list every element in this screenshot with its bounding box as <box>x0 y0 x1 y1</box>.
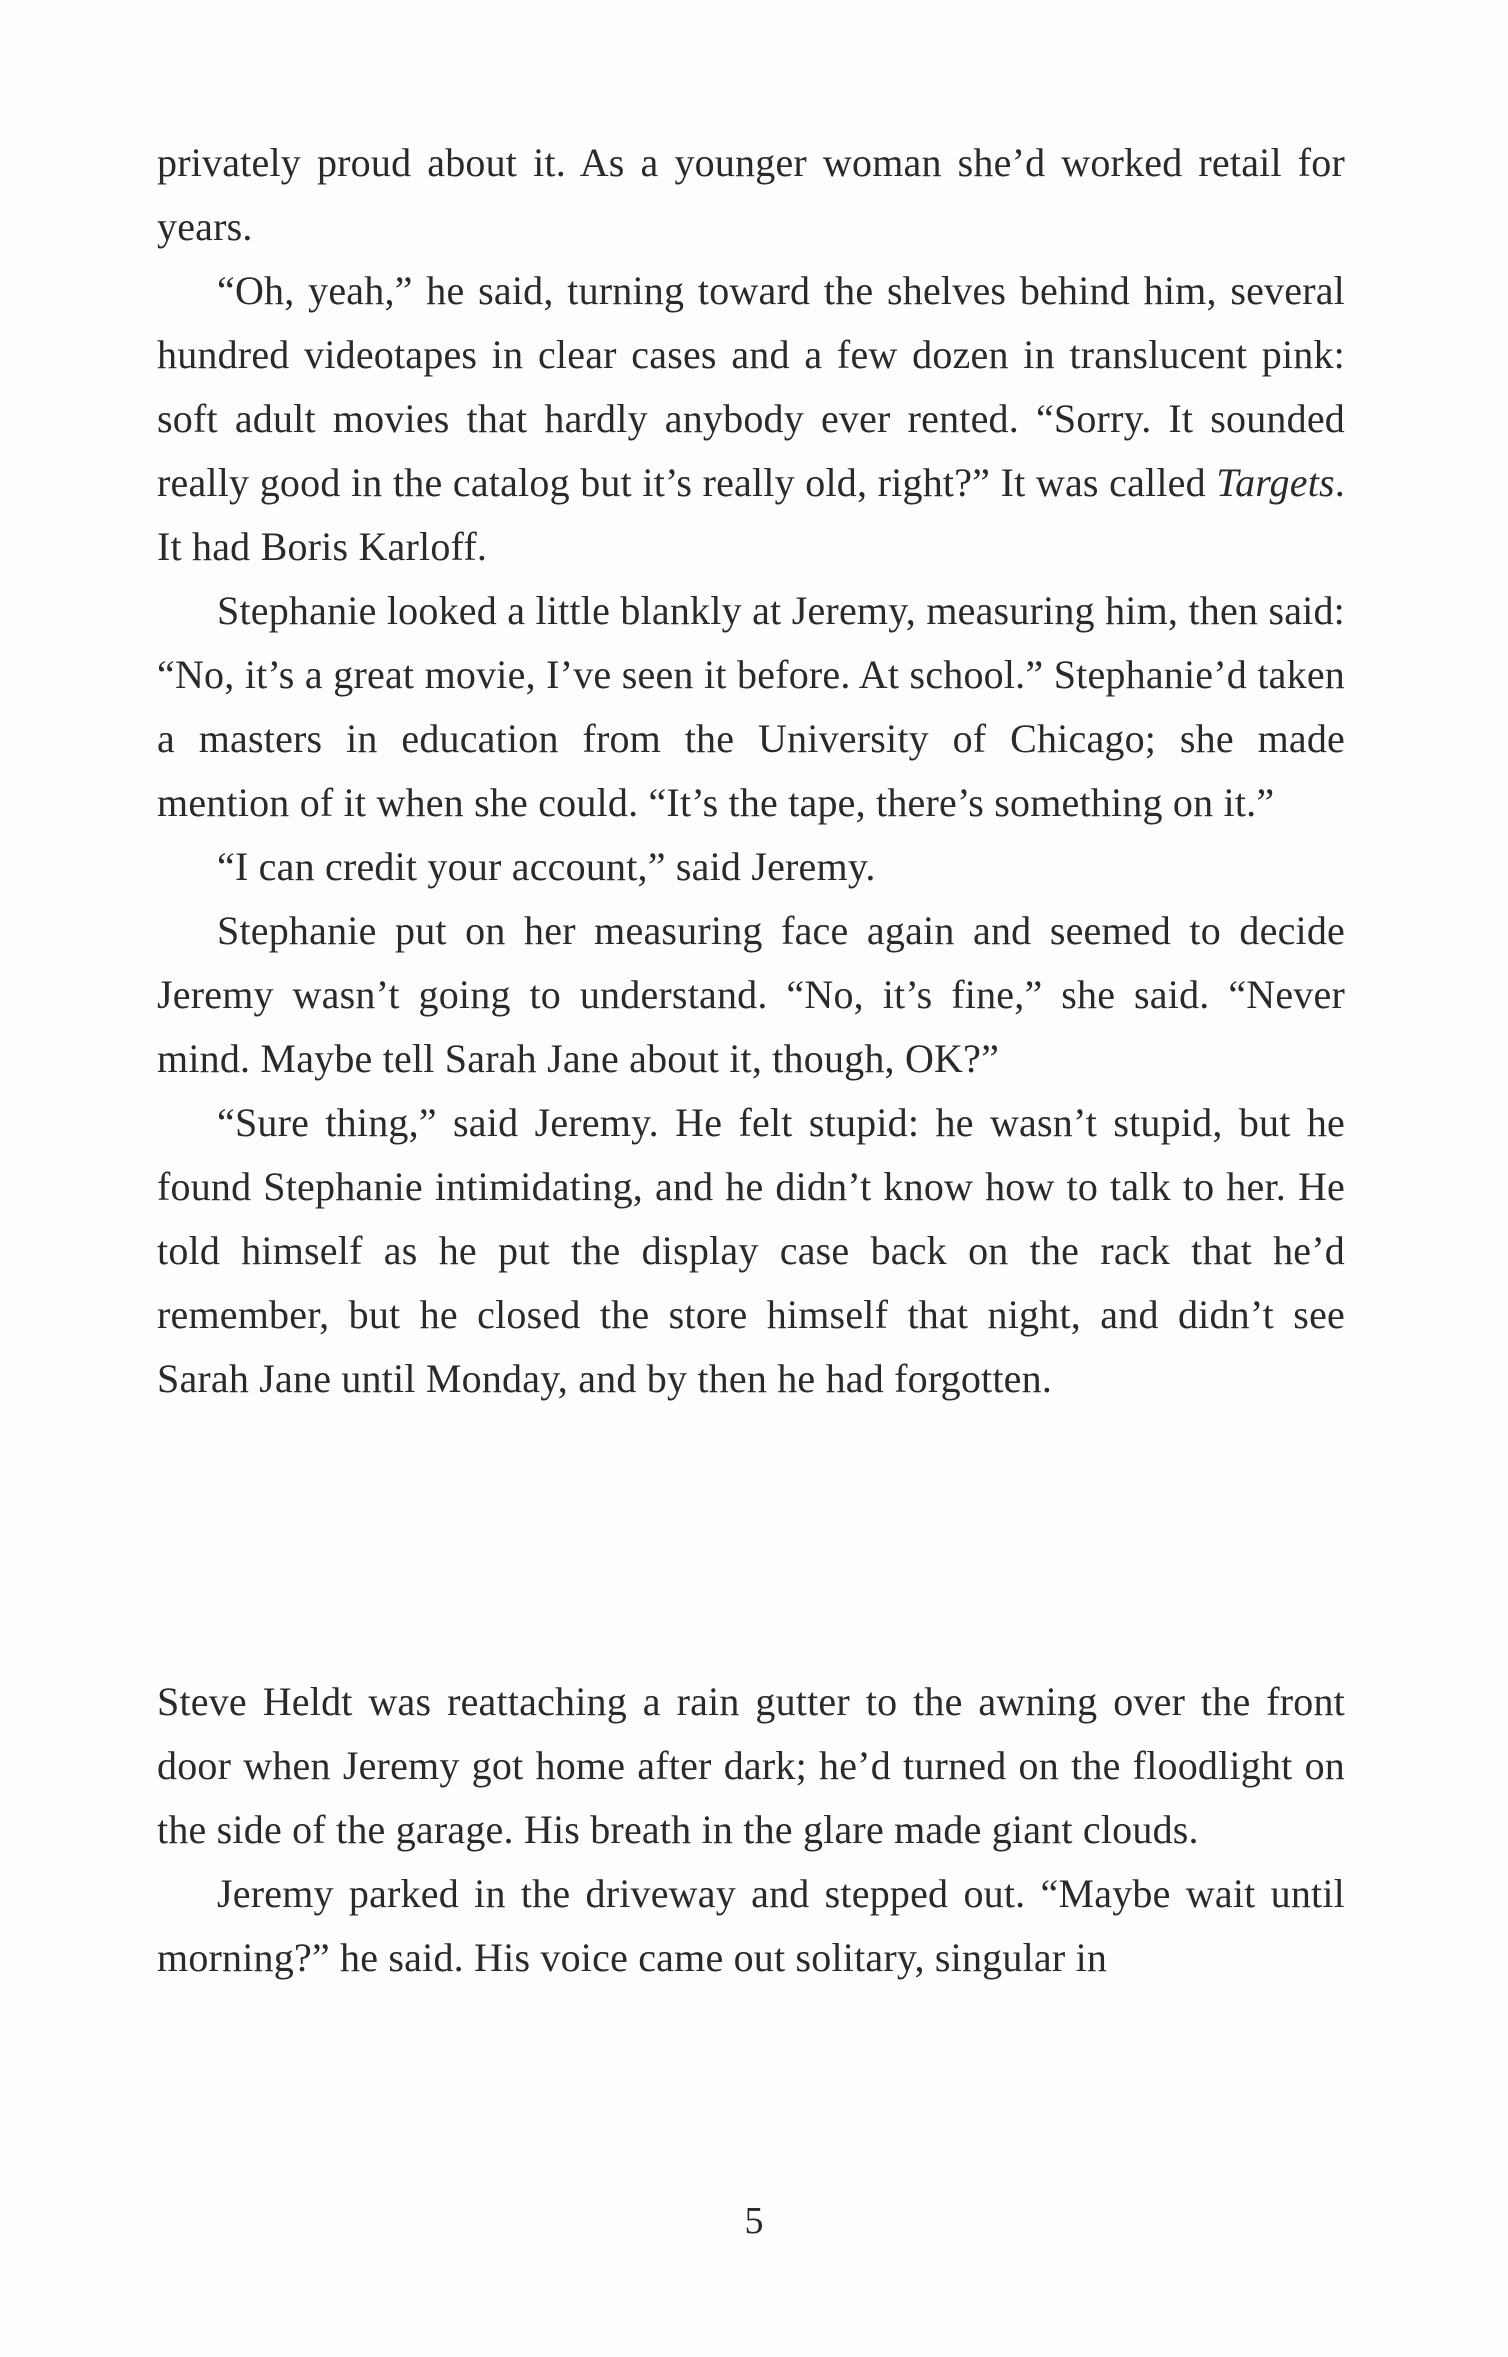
paragraph-text: “Oh, yeah,” he said, turning toward the shelves behind him, several hundred videotapes in clear cases and a few dozen in translucent pink: soft adult movies that hardly anybody ever rented. “Sorry. It sounded really good in the catalog but it’s really old, right?” It was called <box>157 268 1345 505</box>
paragraph: Steve Heldt was reattaching a rain gutter to the awning over the front door when Jeremy got home after dark; he’d turned on the floodlight on the side of the garage. His breath in the glare made giant clouds. <box>157 1679 1345 1852</box>
movie-title: Targets <box>1216 460 1335 505</box>
paragraph-text: . It had Boris Karloff. <box>157 460 1345 569</box>
paragraph: Jeremy parked in the driveway and stepped out. “Maybe wait until morning?” he said. His voice came out solitary, singular in <box>157 1871 1345 1980</box>
text-section-2 <box>157 1670 1345 1990</box>
paragraph <box>157 259 1345 579</box>
paragraph: “Sure thing,” said Jeremy. He felt stupid: he wasn’t stupid, but he found Stephanie intimidating, and he didn’t know how to talk to her. He told himself as he put the display case back on the rack that he’d remember, but he closed the store himself that night, and didn’t see Sarah Jane until Monday, and by then he had forgotten. <box>157 1100 1345 1401</box>
paragraph: Stephanie looked a little blankly at Jeremy, measuring him, then said: “No, it’s a great movie, I’ve seen it before. At school.” Stephanie’d taken a masters in education from the University of Chicago; she made mention of it when she could. “It’s the tape, there’s something on it.” <box>157 588 1345 825</box>
paragraph: privately proud about it. As a younger woman she’d worked retail for years. <box>157 140 1345 249</box>
paragraph: Stephanie put on her measuring face again and seemed to decide Jeremy wasn’t going to understand. “No, it’s fine,” she said. “Never mind. Maybe tell Sarah Jane about it, though, OK?” <box>157 908 1345 1081</box>
text-section-1 <box>157 131 1345 1411</box>
paragraph: “I can credit your account,” said Jeremy. <box>217 844 876 889</box>
page-number: 5 <box>744 2200 764 2242</box>
